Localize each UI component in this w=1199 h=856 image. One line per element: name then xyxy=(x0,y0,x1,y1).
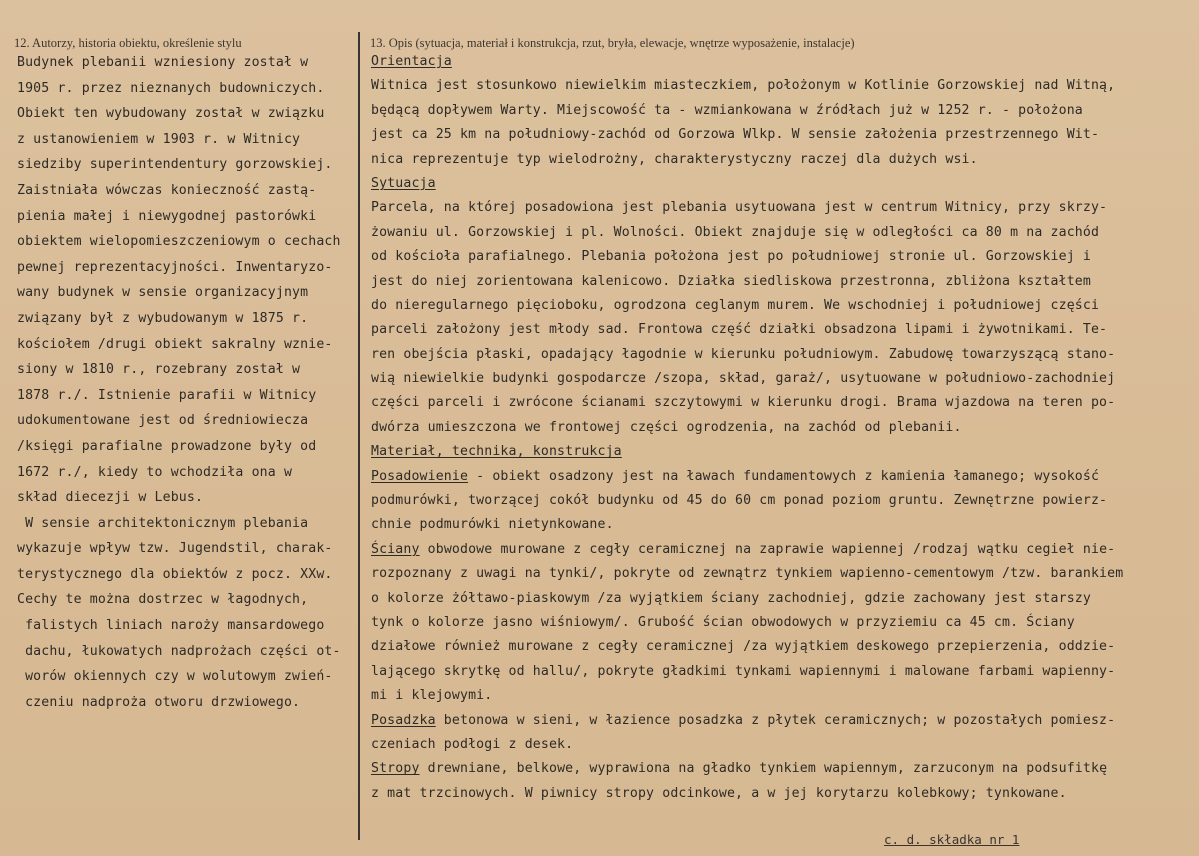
text-line xyxy=(371,270,1197,294)
underlined-term: Orientacja xyxy=(371,54,452,69)
line-text: części parceli i zwrócone ścianami szczytowymi w kierunku drogi. Brama wjazdowa na teren po- xyxy=(371,395,1116,411)
text-line: W sensie architektonicznym plebania xyxy=(17,515,309,531)
section-13-header: 13. Opis (sytuacja, materiał i konstrukcja, rzut, bryła, elewacje, wnętrze wyposażenie, instalacje) xyxy=(370,36,855,50)
text-line: czeniu nadproża otworu drzwiowego. xyxy=(17,694,301,710)
line-text: Witnica jest stosunkowo niewielkim miasteczkiem, położonym w Kotlinie Gorzowskiej nad Witną, xyxy=(371,78,1116,94)
text-line xyxy=(371,611,1197,635)
line-text: ren obejścia płaski, opadający łagodnie w kierunku południowym. Zabudowę towarzyszącą stano- xyxy=(371,346,1116,362)
line-text: żowaniu ul. Gorzowskiej i pl. Wolności. Obiekt znajduje się w odległości ca 80 m na zachód xyxy=(371,224,1100,240)
text-line: siony w 1810 r., rozebrany został w xyxy=(17,362,301,378)
text-line: pewnej reprezentacyjności. Inwentaryzo- xyxy=(17,259,333,275)
line-text: działowe również murowane z cegły ceramicznej /za wyjątkiem deskowego przepierzenia, oddzie- xyxy=(371,639,1116,655)
line-text: parceli założony jest młody sad. Frontowa część działki obsadzona lipami i żywotnikami. Te- xyxy=(371,322,1108,338)
line-text: nica reprezentuje typ wielodrożny, charakterystyczny raczej dla dużych wsi. xyxy=(371,151,978,167)
text-line xyxy=(371,221,1197,245)
text-line: pienia małej i niewygodnej pastorówki xyxy=(17,208,317,224)
text-line: Cechy te można dostrzec w łagodnych, xyxy=(17,592,309,608)
text-line xyxy=(371,294,1197,318)
line-text: Parcela, na której posadowiona jest plebania usytuowana jest w centrum Witnicy, przy skrzy- xyxy=(371,200,1108,216)
text-line xyxy=(371,416,1197,440)
line-text: wią niewielkie budynki gospodarcze /szopa, skład, garaż/, usytuowane w południowo-zachodniej xyxy=(371,371,1116,387)
line-text: rozpoznany z uwagi na tynki/, pokryte od zewnątrz tynkiem wapienno-cementowym /tzw. barankiem xyxy=(371,566,1124,582)
text-line xyxy=(371,74,1197,98)
text-line: wykazuje wpływ tzw. Jugendstil, charak- xyxy=(17,541,333,557)
underlined-term: Materiał, technika, konstrukcja xyxy=(371,444,622,460)
text-line: siedziby superintendentury gorzowskiej. xyxy=(17,157,333,173)
text-line: Obiekt ten wybudowany został w związku xyxy=(17,106,325,122)
text-line xyxy=(371,489,1197,513)
underlined-term: Posadowienie xyxy=(371,468,469,484)
line-text: będącą dopływem Warty. Miejscowość ta - wzmiankowana w źródłach już w 1252 r. - położona xyxy=(371,102,1083,118)
underlined-term: Stropy xyxy=(371,761,420,777)
text-line xyxy=(371,513,1197,537)
line-text: lającego skrytkę od hallu/, pokryte gładkimi tynkami wapiennymi i malowane farbami wapienny- xyxy=(371,663,1116,679)
line-text: - obiekt osadzony jest na ławach fundamentowych z kamienia łamanego; wysokość xyxy=(468,468,1100,484)
text-line: worów okiennych czy w wolutowym zwień- xyxy=(17,669,333,685)
text-line: Zaistniała wówczas konieczność zastą- xyxy=(17,182,317,198)
text-line xyxy=(371,757,1197,781)
text-line: /księgi parafialne prowadzone były od xyxy=(17,438,317,454)
text-line xyxy=(371,245,1197,269)
text-line xyxy=(371,465,1197,489)
text-line xyxy=(371,562,1197,586)
underlined-term: Ściany xyxy=(371,541,420,557)
text-line xyxy=(371,123,1197,147)
text-line xyxy=(371,538,1197,562)
text-line: kościołem /drugi obiekt sakralny wznie- xyxy=(17,336,333,352)
line-text: dwórza umieszczona we frontowej części ogrodzenia, na zachód od plebanii. xyxy=(371,419,962,435)
underlined-term: Sytuacja xyxy=(371,175,436,191)
text-line xyxy=(371,148,1197,172)
continuation-note: c. d. składka nr 1 xyxy=(884,832,1020,847)
line-text: z mat trzcinowych. W piwnicy stropy odcinkowe, a w jej korytarzu kolebkowy; tynkowane. xyxy=(371,785,1067,801)
text-line xyxy=(371,587,1197,611)
section-12-header: 12. Autorzy, historia obiektu, określenie stylu xyxy=(14,36,242,50)
line-text: obwodowe murowane z cegły ceramicznej na zaprawie wapiennej /rodzaj wątku cegieł nie- xyxy=(419,541,1116,557)
text-line: terystycznego dla obiektów z pocz. XXw. xyxy=(17,566,333,582)
section-12-text xyxy=(17,50,357,715)
line-text: tynk o kolorze jasno wiśniowym/. Grubość ścian obwodowych w przyziemiu ca 45 cm. Ściany xyxy=(371,614,1075,630)
section-heading xyxy=(371,50,1197,74)
line-text: czeniach podłogi z desek. xyxy=(371,736,574,752)
text-line: skład diecezji w Lebus. xyxy=(17,490,204,506)
text-line: 1878 r./. Istnienie parafii w Witnicy xyxy=(17,387,317,403)
column-divider xyxy=(358,32,360,840)
underlined-term: Posadzka xyxy=(371,712,436,728)
text-line xyxy=(371,318,1197,342)
line-text: podmurówki, tworzącej cokół budynku od 45 do 60 cm ponad poziom gruntu. Zewnętrzne powierz- xyxy=(371,493,1108,509)
text-line xyxy=(371,782,1197,806)
text-line xyxy=(371,343,1197,367)
text-line xyxy=(371,635,1197,659)
text-line: wany budynek w sensie organizacyjnym xyxy=(17,285,309,301)
text-line: Budynek plebanii wzniesiony został w xyxy=(17,55,309,70)
text-line xyxy=(371,196,1197,220)
line-text: o kolorze żółtawo-piaskowym /za wyjątkiem ściany zachodniej, gdzie zachowany jest starszy xyxy=(371,590,1091,606)
text-line xyxy=(371,391,1197,415)
line-text: drewniane, belkowe, wyprawiona na gładko tynkiem wapiennym, zarzuconym na podsufitkę xyxy=(419,761,1108,777)
line-text: od kościoła parafialnego. Plebania położona jest po południowej stronie ul. Gorzowskiej i xyxy=(371,249,1091,265)
line-text: do nieregularnego pięcioboku, ogrodzona ceglanym murem. We wschodniej i południowej części xyxy=(371,297,1100,313)
text-line xyxy=(371,99,1197,123)
text-line xyxy=(371,684,1197,708)
text-line: związany był z wybudowanym w 1875 r. xyxy=(17,310,309,326)
section-heading xyxy=(371,172,1197,196)
text-line: 1672 r./, kiedy to wchodziła ona w xyxy=(17,464,293,480)
text-line: falistych liniach naroży mansardowego xyxy=(17,618,325,634)
text-line xyxy=(371,367,1197,391)
text-line xyxy=(371,733,1197,757)
text-line xyxy=(371,660,1197,684)
text-line: udokumentowane jest od średniowiecza xyxy=(17,413,309,429)
text-line: obiektem wielopomieszczeniowym o cechach xyxy=(17,234,341,250)
section-13-text xyxy=(371,50,1197,806)
line-text: jest ca 25 km na południowy-zachód od Gorzowa Wlkp. W sensie założenia przestrzennego Wit- xyxy=(371,127,1100,143)
line-text: mi i klejowymi. xyxy=(371,688,493,704)
line-text: chnie podmurówki nietynkowane. xyxy=(371,517,614,533)
text-line: 1905 r. przez nieznanych budowniczych. xyxy=(17,80,325,96)
line-text: jest do niej zorientowana kalenicowo. Działka siedliskowa przestronna, zbliżona kształtem xyxy=(371,273,1091,289)
line-text: betonowa w sieni, w łazience posadzka z płytek ceramicznych; w pozostałych pomiesz- xyxy=(435,712,1116,728)
text-line: dachu, łukowatych nadprożach części ot- xyxy=(17,643,341,659)
text-line: z ustanowieniem w 1903 r. w Witnicy xyxy=(17,131,301,147)
section-heading xyxy=(371,440,1197,464)
text-line xyxy=(371,709,1197,733)
